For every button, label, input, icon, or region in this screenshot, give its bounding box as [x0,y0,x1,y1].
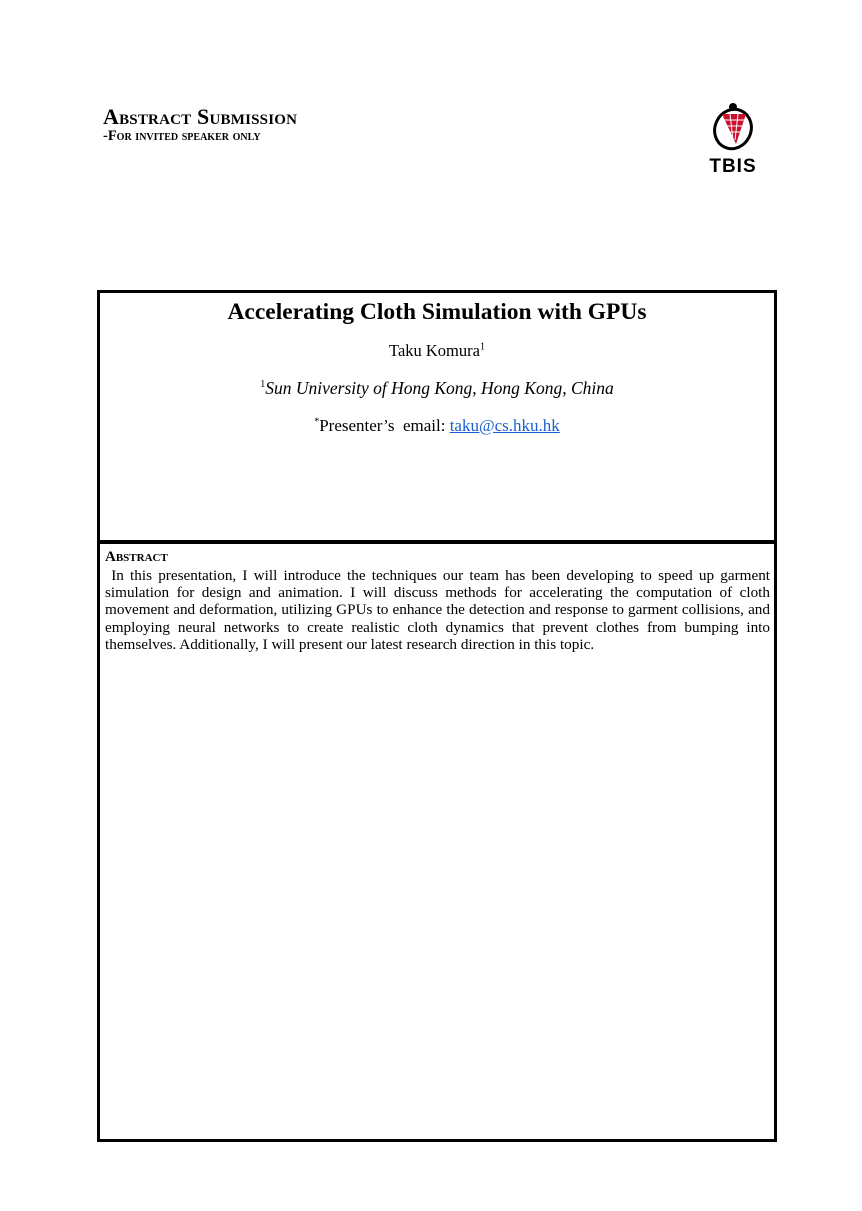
email-label: Presenter’s email: [319,416,450,435]
author-line [100,341,774,361]
tbis-logo-icon [700,100,766,156]
paper-title: Accelerating Cloth Simulation with GPUs [227,299,647,325]
abstract-body: In this presentation, I will introduce the techniques our team has been developing to speed up garment simulation for design and animation. I will discuss methods for accelerating the computation of cloth movement and deformation, utilizing GPUs to enhance the detection and response to garment collisions, and employing neural networks to create realistic cloth dynamics that prevent clothes from bumping into themselves. Additionally, I will present our latest research direction in this topic. [105,567,774,653]
affiliation-line [100,378,774,399]
submission-title: Abstract Submission [103,104,298,129]
abstract-heading: Abstract [105,549,168,565]
email-superscript: * [314,416,320,428]
author-name: Taku Komura [389,341,480,360]
logo-text: TBIS [709,156,757,177]
affiliation-text: Sun University of Hong Kong, Hong Kong, China [265,378,614,398]
affiliation-superscript: 1 [260,379,266,391]
tbis-logo [700,100,766,180]
email-line [100,416,774,436]
submission-subtitle: -For invited speaker only [103,128,261,144]
author-superscript: 1 [479,341,485,353]
abstract-box [97,540,777,1142]
title-box [97,290,777,544]
email-link[interactable]: taku@cs.hku.hk [449,416,560,435]
